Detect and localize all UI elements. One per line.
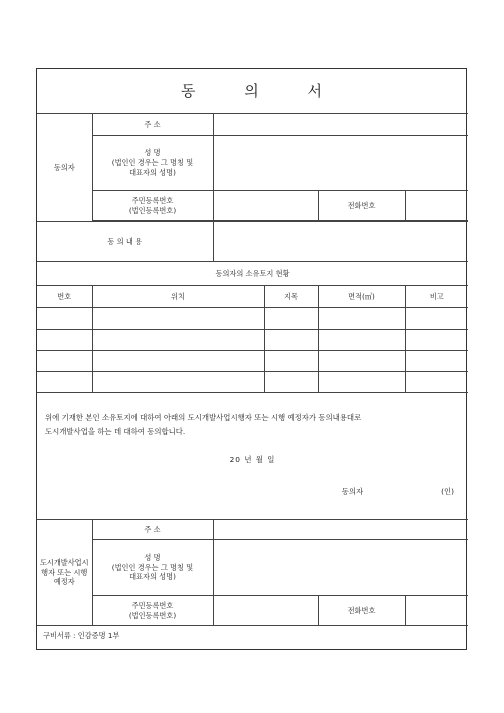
seal-mark: (인) <box>441 487 455 497</box>
land-cell[interactable] <box>37 330 92 351</box>
consent-form <box>36 68 467 650</box>
land-cell[interactable] <box>92 308 264 330</box>
land-cell[interactable] <box>318 372 405 393</box>
developer-phone-label: 전화번호 <box>318 596 405 626</box>
land-cell[interactable] <box>37 308 92 330</box>
consent-content-field[interactable] <box>213 222 468 262</box>
land-cell[interactable] <box>264 351 318 372</box>
land-col-area: 면적(㎡) <box>318 286 405 308</box>
land-cell[interactable] <box>37 351 92 372</box>
land-cell[interactable] <box>264 330 318 351</box>
table-row <box>37 372 468 393</box>
statement-line-2: 도시개발사업을 하는 데 대하여 동의합니다. <box>45 427 186 437</box>
land-cell[interactable] <box>92 330 264 351</box>
land-cell[interactable] <box>264 372 318 393</box>
developer-name-label: 성 명 (법인인 경우는 그 명칭 및 대표자의 성명) <box>92 540 213 596</box>
developer-address-field[interactable] <box>213 520 468 540</box>
land-cell[interactable] <box>92 372 264 393</box>
consenter-phone-label: 전화번호 <box>318 191 405 221</box>
table-row <box>37 330 468 351</box>
land-cell[interactable] <box>405 372 468 393</box>
form-title: 동 의 서 <box>37 69 468 114</box>
land-col-remarks: 비고 <box>405 286 468 308</box>
land-col-location: 위치 <box>92 286 264 308</box>
land-cell[interactable] <box>405 351 468 372</box>
developer-phone-field[interactable] <box>405 596 468 626</box>
land-status-heading: 동의자의 소유토지 현황 <box>37 262 468 286</box>
developer-id-label: 주민등록번호 (법인등록번호) <box>92 596 213 626</box>
consenter-id-field[interactable] <box>213 191 318 221</box>
consenter-name-label: 성 명 (법인인 경우는 그 명칭 및 대표자의 성명) <box>92 136 213 191</box>
statement-line-1: 위에 기재한 본인 소유토지에 대하여 아래의 도시개발사업시행자 또는 시행 예정자가 동의내용대로 <box>45 413 362 422</box>
land-cell[interactable] <box>264 308 318 330</box>
developer-name-field[interactable] <box>213 540 468 596</box>
land-cell[interactable] <box>318 330 405 351</box>
land-cell[interactable] <box>92 351 264 372</box>
consenter-phone-field[interactable] <box>405 191 468 221</box>
consenter-section-label: 동의자 <box>37 114 92 222</box>
land-cell[interactable] <box>405 330 468 351</box>
developer-id-field[interactable] <box>213 596 318 626</box>
statement-signer: 동의자 (인) <box>341 487 455 497</box>
land-cell[interactable] <box>405 308 468 330</box>
land-cell[interactable] <box>318 308 405 330</box>
table-row <box>37 308 468 330</box>
consent-statement <box>37 393 468 520</box>
consenter-name-field[interactable] <box>213 136 468 191</box>
table-row <box>37 351 468 372</box>
statement-date: 20 년 월 일 <box>229 455 276 465</box>
consent-content-label: 동 의 내 용 <box>37 222 213 262</box>
land-cell[interactable] <box>318 351 405 372</box>
developer-section-label: 도시개발사업시 행자 또는 시행 예정자 <box>37 520 92 626</box>
consenter-id-label: 주민등록번호 (법인등록번호) <box>92 191 213 221</box>
consenter-address-field[interactable] <box>213 114 468 136</box>
land-col-category: 지목 <box>264 286 318 308</box>
attachment-note: 구비서류 : 인감증명 1부 <box>37 626 468 646</box>
developer-address-label: 주 소 <box>92 520 213 540</box>
land-cell[interactable] <box>37 372 92 393</box>
land-col-number: 번호 <box>37 286 92 308</box>
consenter-address-label: 주 소 <box>92 114 213 136</box>
